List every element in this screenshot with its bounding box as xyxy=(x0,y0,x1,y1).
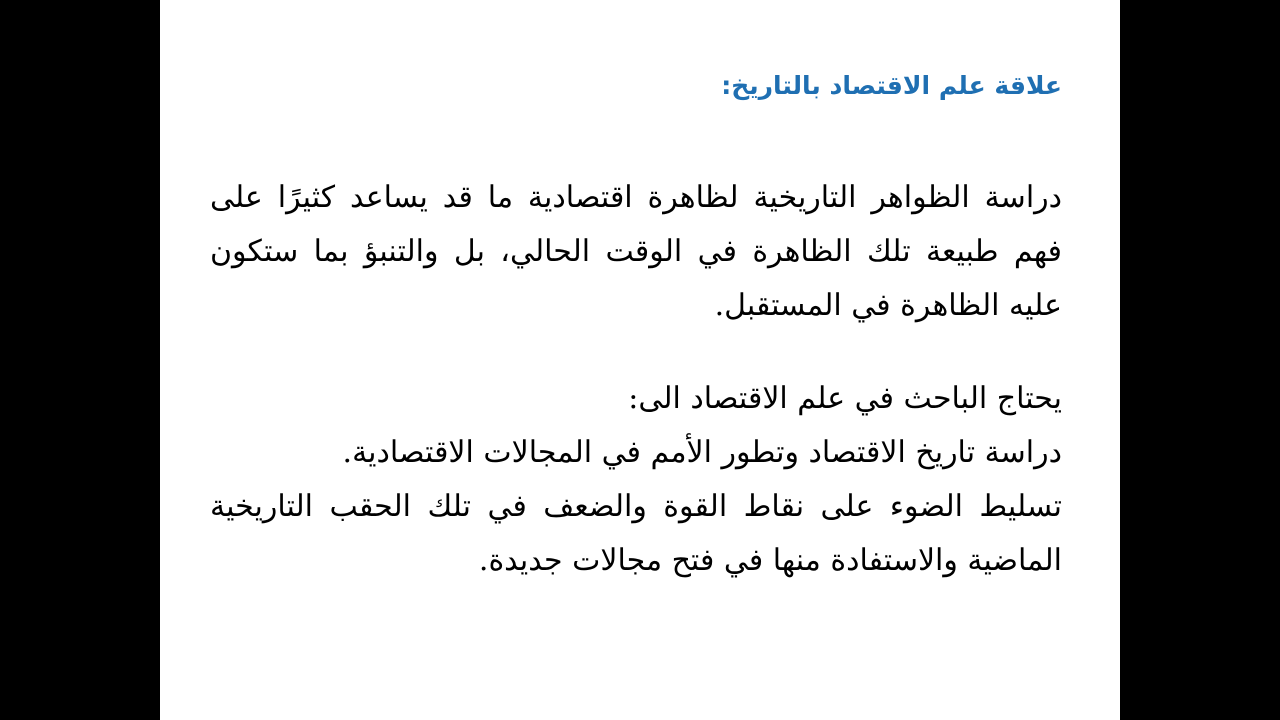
needs-item: تسليط الضوء على نقاط القوة والضعف في تلك الحقب التاريخية الماضية والاستفادة منها في فتح مجالات جديدة. xyxy=(210,489,1062,578)
slide xyxy=(160,0,1120,720)
needs-heading: يحتاج الباحث في علم الاقتصاد الى: xyxy=(628,381,1062,416)
needs-section xyxy=(210,372,1062,588)
slide-title: علاقة علم الاقتصاد بالتاريخ: xyxy=(721,71,1062,100)
intro-paragraph: دراسة الظواهر التاريخية لظاهرة اقتصادية ما قد يساعد كثيرًا على فهم طبيعة تلك الظاهرة في الوقت الحالي، بل والتنبؤ بما ستكون عليه الظاهرة في المستقبل. xyxy=(210,180,1062,323)
needs-item: دراسة تاريخ الاقتصاد وتطور الأمم في المجالات الاقتصادية. xyxy=(342,435,1062,470)
